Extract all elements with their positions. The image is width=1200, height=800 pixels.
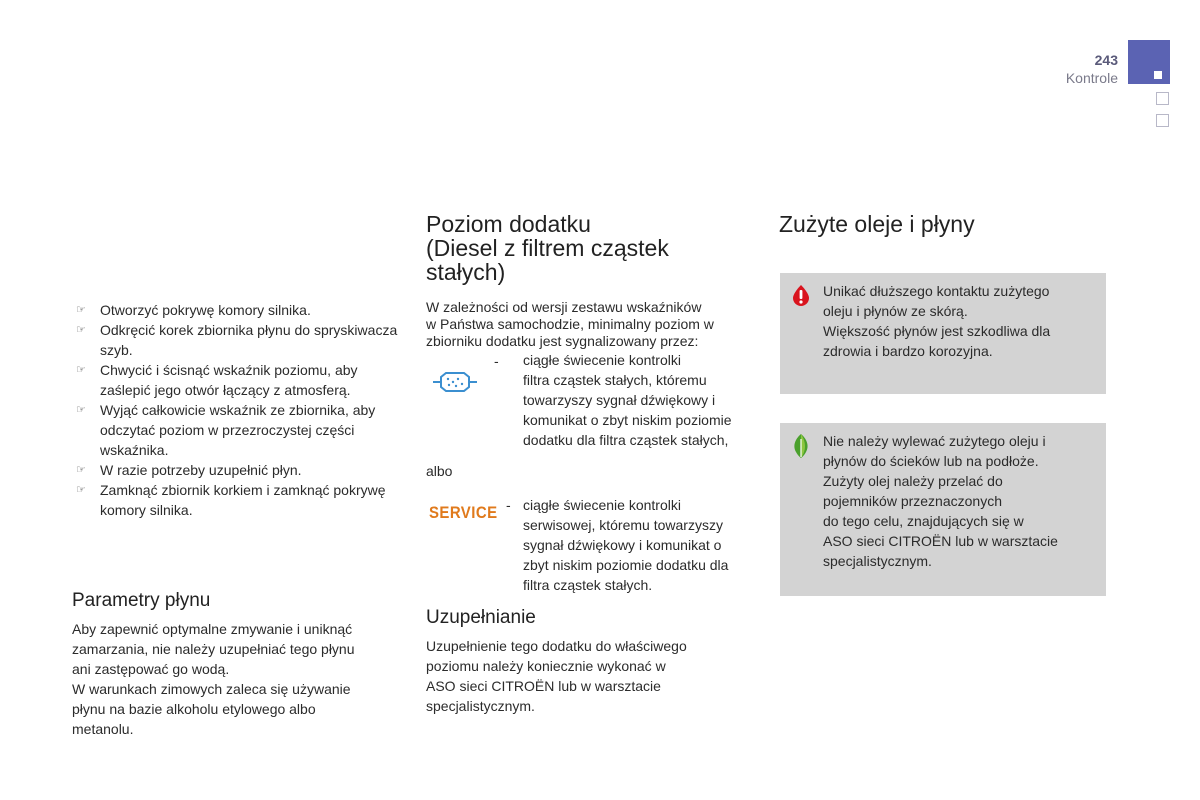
heading-line: (Diesel z filtrem cząstek: [426, 235, 669, 261]
text-line: zbyt niskim poziomie dodatku dla: [523, 557, 729, 573]
text-line: płynów do ścieków lub na podłoże.: [823, 453, 1039, 469]
or-label: albo: [426, 463, 453, 479]
text-line: W zależności od wersji zestawu wskaźników: [426, 299, 702, 315]
refill-heading: Uzupełnianie: [426, 607, 536, 628]
step-text: Odkręcić korek zbiornika płynu do spryskiwacza szyb.: [100, 322, 398, 358]
text-line: sygnał dźwiękowy i komunikat o: [523, 537, 722, 553]
dash-marker: -: [506, 497, 511, 513]
text-line: ciągłe świecenie kontrolki: [523, 352, 681, 368]
text-line: specjalistycznym.: [426, 698, 535, 714]
text-line: ciągłe świecenie kontrolki: [523, 497, 681, 513]
fluid-params-text: [72, 619, 402, 739]
text-line: Zużyty olej należy przelać do: [823, 473, 1003, 489]
pointing-hand-icon: ☞: [76, 324, 86, 336]
text-line: dodatku dla filtra cząstek stałych,: [523, 432, 729, 448]
text-line: oleju i płynów ze skórą.: [823, 303, 968, 319]
heading-line: stałych): [426, 259, 506, 285]
text-line: do tego celu, znajdujących się w: [823, 513, 1024, 529]
pointing-hand-icon: ☞: [76, 404, 86, 416]
additive-intro: [426, 299, 756, 350]
text-line: filtra cząstek stałych.: [523, 577, 653, 593]
text-line: specjalistycznym.: [823, 553, 932, 569]
text-line: metanolu.: [72, 721, 134, 737]
chapter-tab-empty-2: [1156, 114, 1169, 127]
pointing-hand-icon: ☞: [76, 484, 86, 496]
eco-leaf-icon: [790, 433, 812, 459]
list-item: [72, 480, 402, 520]
text-line: Uzupełnienie tego dodatku do właściwego: [426, 638, 687, 654]
text-line: poziomu należy koniecznie wykonać w: [426, 658, 666, 674]
warning-box: [780, 273, 1106, 394]
list-item: [72, 360, 402, 400]
text-line: ASO sieci CITROËN lub w warsztacie: [823, 533, 1058, 549]
step-text: Chwycić i ścisnąć wskaźnik poziomu, aby zaślepić jego otwór łączący z atmosferą.: [100, 362, 358, 398]
text-line: pojemników przeznaczonych: [823, 493, 1002, 509]
particle-filter-icon: [432, 371, 478, 393]
eco-text: [823, 431, 1099, 571]
chapter-tab-empty-1: [1156, 92, 1169, 105]
warning-drop-icon: [790, 284, 812, 306]
service-warning-text: [523, 495, 763, 595]
eco-info-box: [780, 423, 1106, 596]
additive-heading: [426, 212, 746, 284]
text-line: zdrowia i bardzo korozyjna.: [823, 343, 993, 359]
service-warning-icon: SERVICE: [429, 503, 498, 522]
text-line: Większość płynów jest szkodliwa dla: [823, 323, 1051, 339]
text-line: towarzyszy sygnał dźwiękowy i: [523, 392, 716, 408]
used-oils-heading: Zużyte oleje i płyny: [779, 211, 975, 237]
text-line: ani zastępować go wodą.: [72, 661, 230, 677]
step-text: Otworzyć pokrywę komory silnika.: [100, 302, 311, 318]
step-list: [72, 300, 402, 520]
refill-text: [426, 636, 756, 716]
section-name: Kontrole: [1065, 70, 1118, 86]
step-text: Wyjąć całkowicie wskaźnik ze zbiornika, aby odczytać poziom w przezroczystej części wskaźnika.: [100, 402, 376, 458]
list-item: [72, 300, 402, 320]
text-line: zbiorniku dodatku jest sygnalizowany przez:: [426, 333, 699, 349]
text-line: płynu na bazie alkoholu etylowego albo: [72, 701, 316, 717]
text-line: w Państwa samochodzie, minimalny poziom w: [426, 316, 714, 332]
page-number: 243: [1094, 52, 1118, 68]
dash-marker: -: [494, 353, 499, 369]
text-line: komunikat o zbyt niskim poziomie: [523, 412, 732, 428]
pointing-hand-icon: ☞: [76, 304, 86, 316]
tab-marker: [1154, 71, 1162, 79]
text-line: Unikać dłuższego kontaktu zużytego: [823, 283, 1050, 299]
list-item: [72, 320, 402, 360]
step-text: Zamknąć zbiornik korkiem i zamknąć pokrywę komory silnika.: [100, 482, 386, 518]
text-line: filtra cząstek stałych, któremu: [523, 372, 707, 388]
text-line: zamarzania, nie należy uzupełniać tego płynu: [72, 641, 355, 657]
pointing-hand-icon: ☞: [76, 364, 86, 376]
text-line: Aby zapewnić optymalne zmywanie i uniknąć: [72, 621, 353, 637]
text-line: serwisowej, któremu towarzyszy: [523, 517, 723, 533]
text-line: ASO sieci CITROËN lub w warsztacie: [426, 678, 661, 694]
list-item: [72, 400, 402, 460]
dpf-warning-text: [523, 350, 763, 450]
chapter-tab: [1128, 40, 1170, 84]
list-item: [72, 460, 402, 480]
heading-line: Poziom dodatku: [426, 211, 591, 237]
text-line: W warunkach zimowych zaleca się używanie: [72, 681, 351, 697]
text-line: Nie należy wylewać zużytego oleju i: [823, 433, 1046, 449]
pointing-hand-icon: ☞: [76, 464, 86, 476]
step-text: W razie potrzeby uzupełnić płyn.: [100, 462, 302, 478]
fluid-params-heading: Parametry płynu: [72, 590, 211, 611]
warning-text: [823, 281, 1099, 361]
